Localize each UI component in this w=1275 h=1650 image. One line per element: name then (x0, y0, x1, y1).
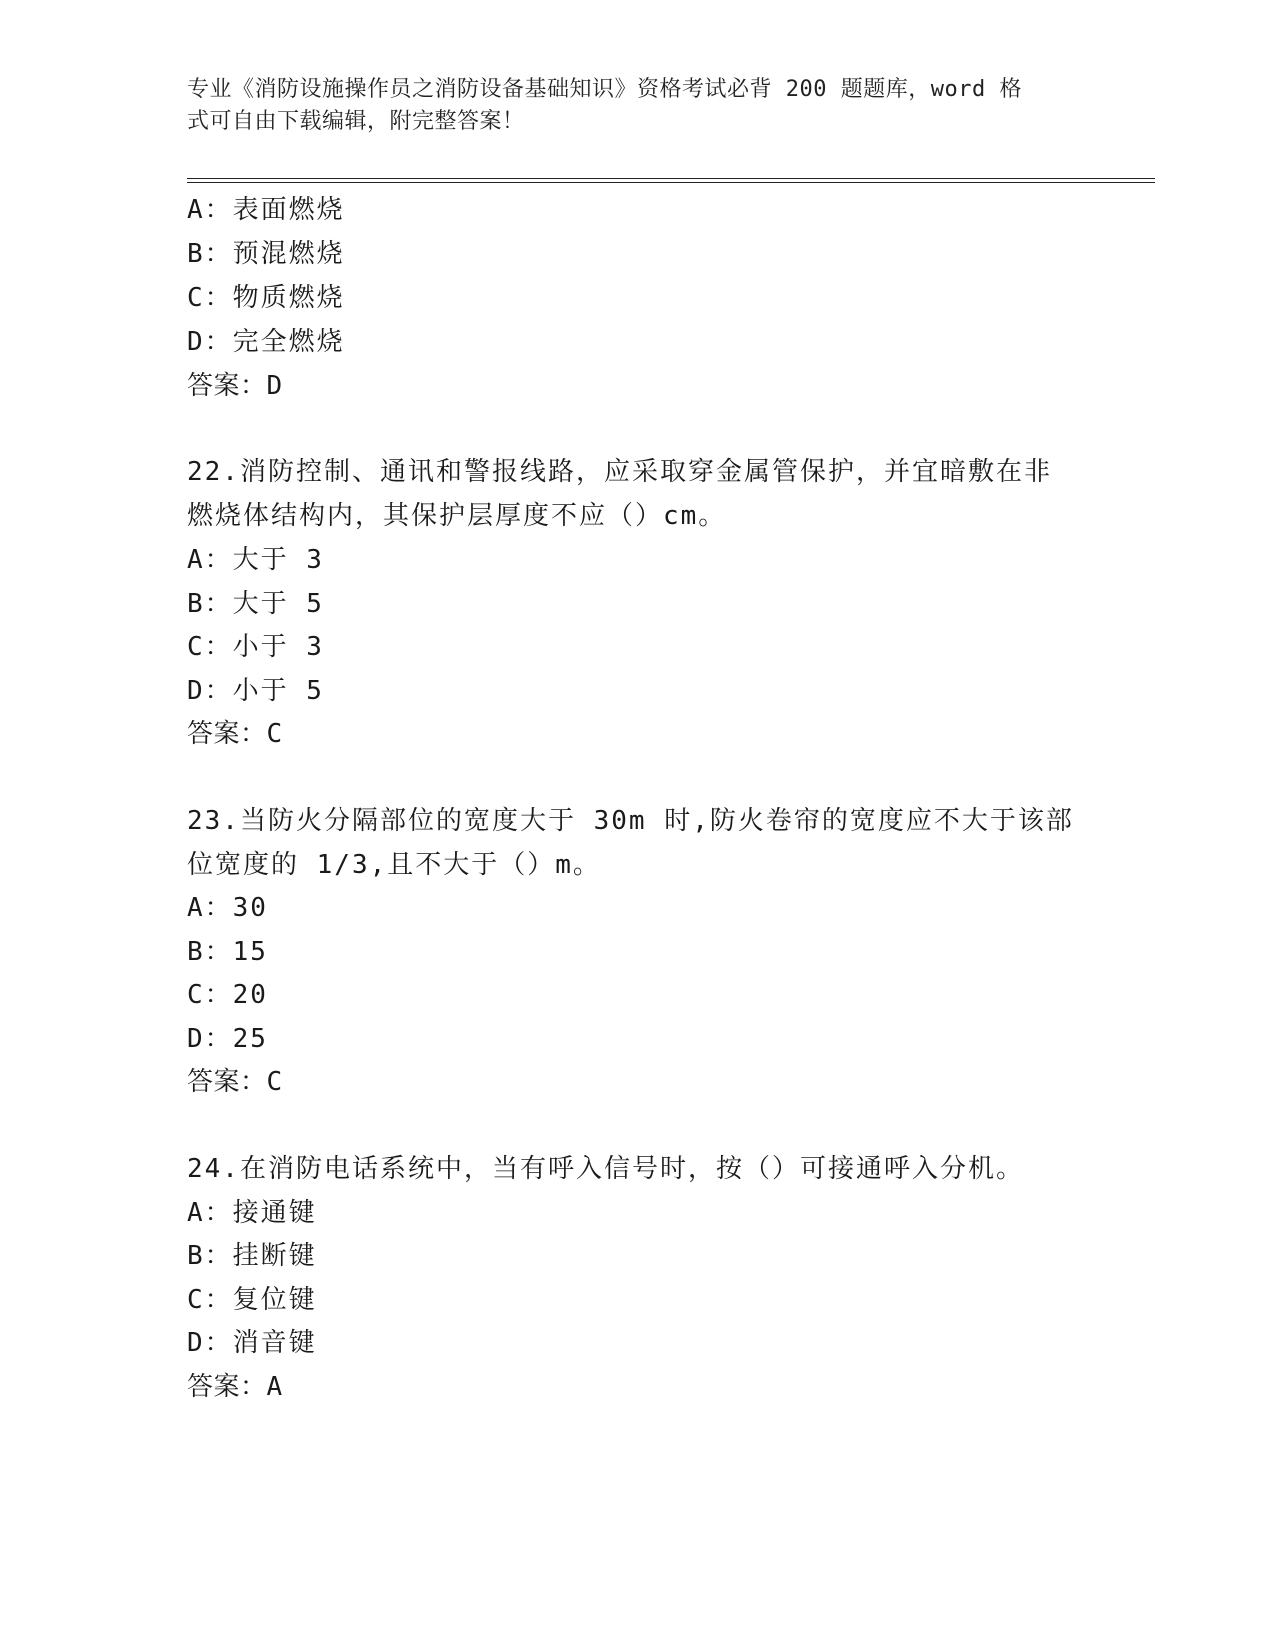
q22-answer-value: C (266, 719, 283, 749)
q21-option-b: B：预混燃烧 (187, 239, 345, 269)
header-divider-top (187, 178, 1155, 179)
q23-stem-line-1: 23.当防火分隔部位的宽度大于 30m 时,防火卷帘的宽度应不大于该部 (187, 806, 1074, 836)
q23-option-c: C：20 (187, 980, 268, 1010)
q24-option-b: B：挂断键 (187, 1241, 317, 1271)
q21-option-a: A：表面燃烧 (187, 195, 345, 225)
q23-option-a: A：30 (187, 893, 268, 923)
header-divider-bottom (187, 182, 1155, 183)
q21-option-c: C：物质燃烧 (187, 283, 345, 313)
q22-option-a: A：大于 3 (187, 545, 324, 575)
header-line-1: 专业《消防设施操作员之消防设备基础知识》资格考试必背 200 题题库，word 格 (187, 77, 1022, 102)
q24-answer-value: A (266, 1372, 283, 1402)
q22-stem-line-2: 燃烧体结构内，其保护层厚度不应（）cm。 (187, 501, 727, 531)
q21-answer (187, 370, 283, 402)
q22-option-b: B：大于 5 (187, 589, 324, 619)
q24-option-c: C：复位键 (187, 1285, 317, 1315)
q24-stem-line-1: 24.在消防电话系统中，当有呼入信号时，按（）可接通呼入分机。 (187, 1154, 1024, 1184)
q23-answer-value: C (266, 1067, 283, 1097)
q23-option-b: B：15 (187, 937, 268, 967)
q22-answer-label: 答案： (187, 719, 267, 749)
q21-option-d: D：完全燃烧 (187, 327, 345, 357)
document-header (187, 74, 1067, 138)
header-line-2: 式可自由下载编辑，附完整答案！ (187, 109, 525, 134)
q22-answer (187, 718, 283, 750)
q23-stem-line-2: 位宽度的 1/3,且不大于（）m。 (187, 850, 601, 880)
q23-option-d: D：25 (187, 1024, 268, 1054)
q24-option-a: A：接通键 (187, 1198, 317, 1228)
q24-option-d: D：消音键 (187, 1328, 317, 1358)
q21-answer-value: D (266, 371, 283, 401)
q24-answer-label: 答案： (187, 1372, 267, 1402)
q23-answer-label: 答案： (187, 1067, 267, 1097)
q22-option-c: C：小于 3 (187, 632, 324, 662)
q22-option-d: D：小于 5 (187, 676, 324, 706)
q22-stem-line-1: 22.消防控制、通讯和警报线路，应采取穿金属管保护，并宜暗敷在非 (187, 457, 1052, 487)
q24-answer (187, 1371, 283, 1403)
q21-answer-label: 答案： (187, 371, 267, 401)
q23-answer (187, 1066, 283, 1098)
